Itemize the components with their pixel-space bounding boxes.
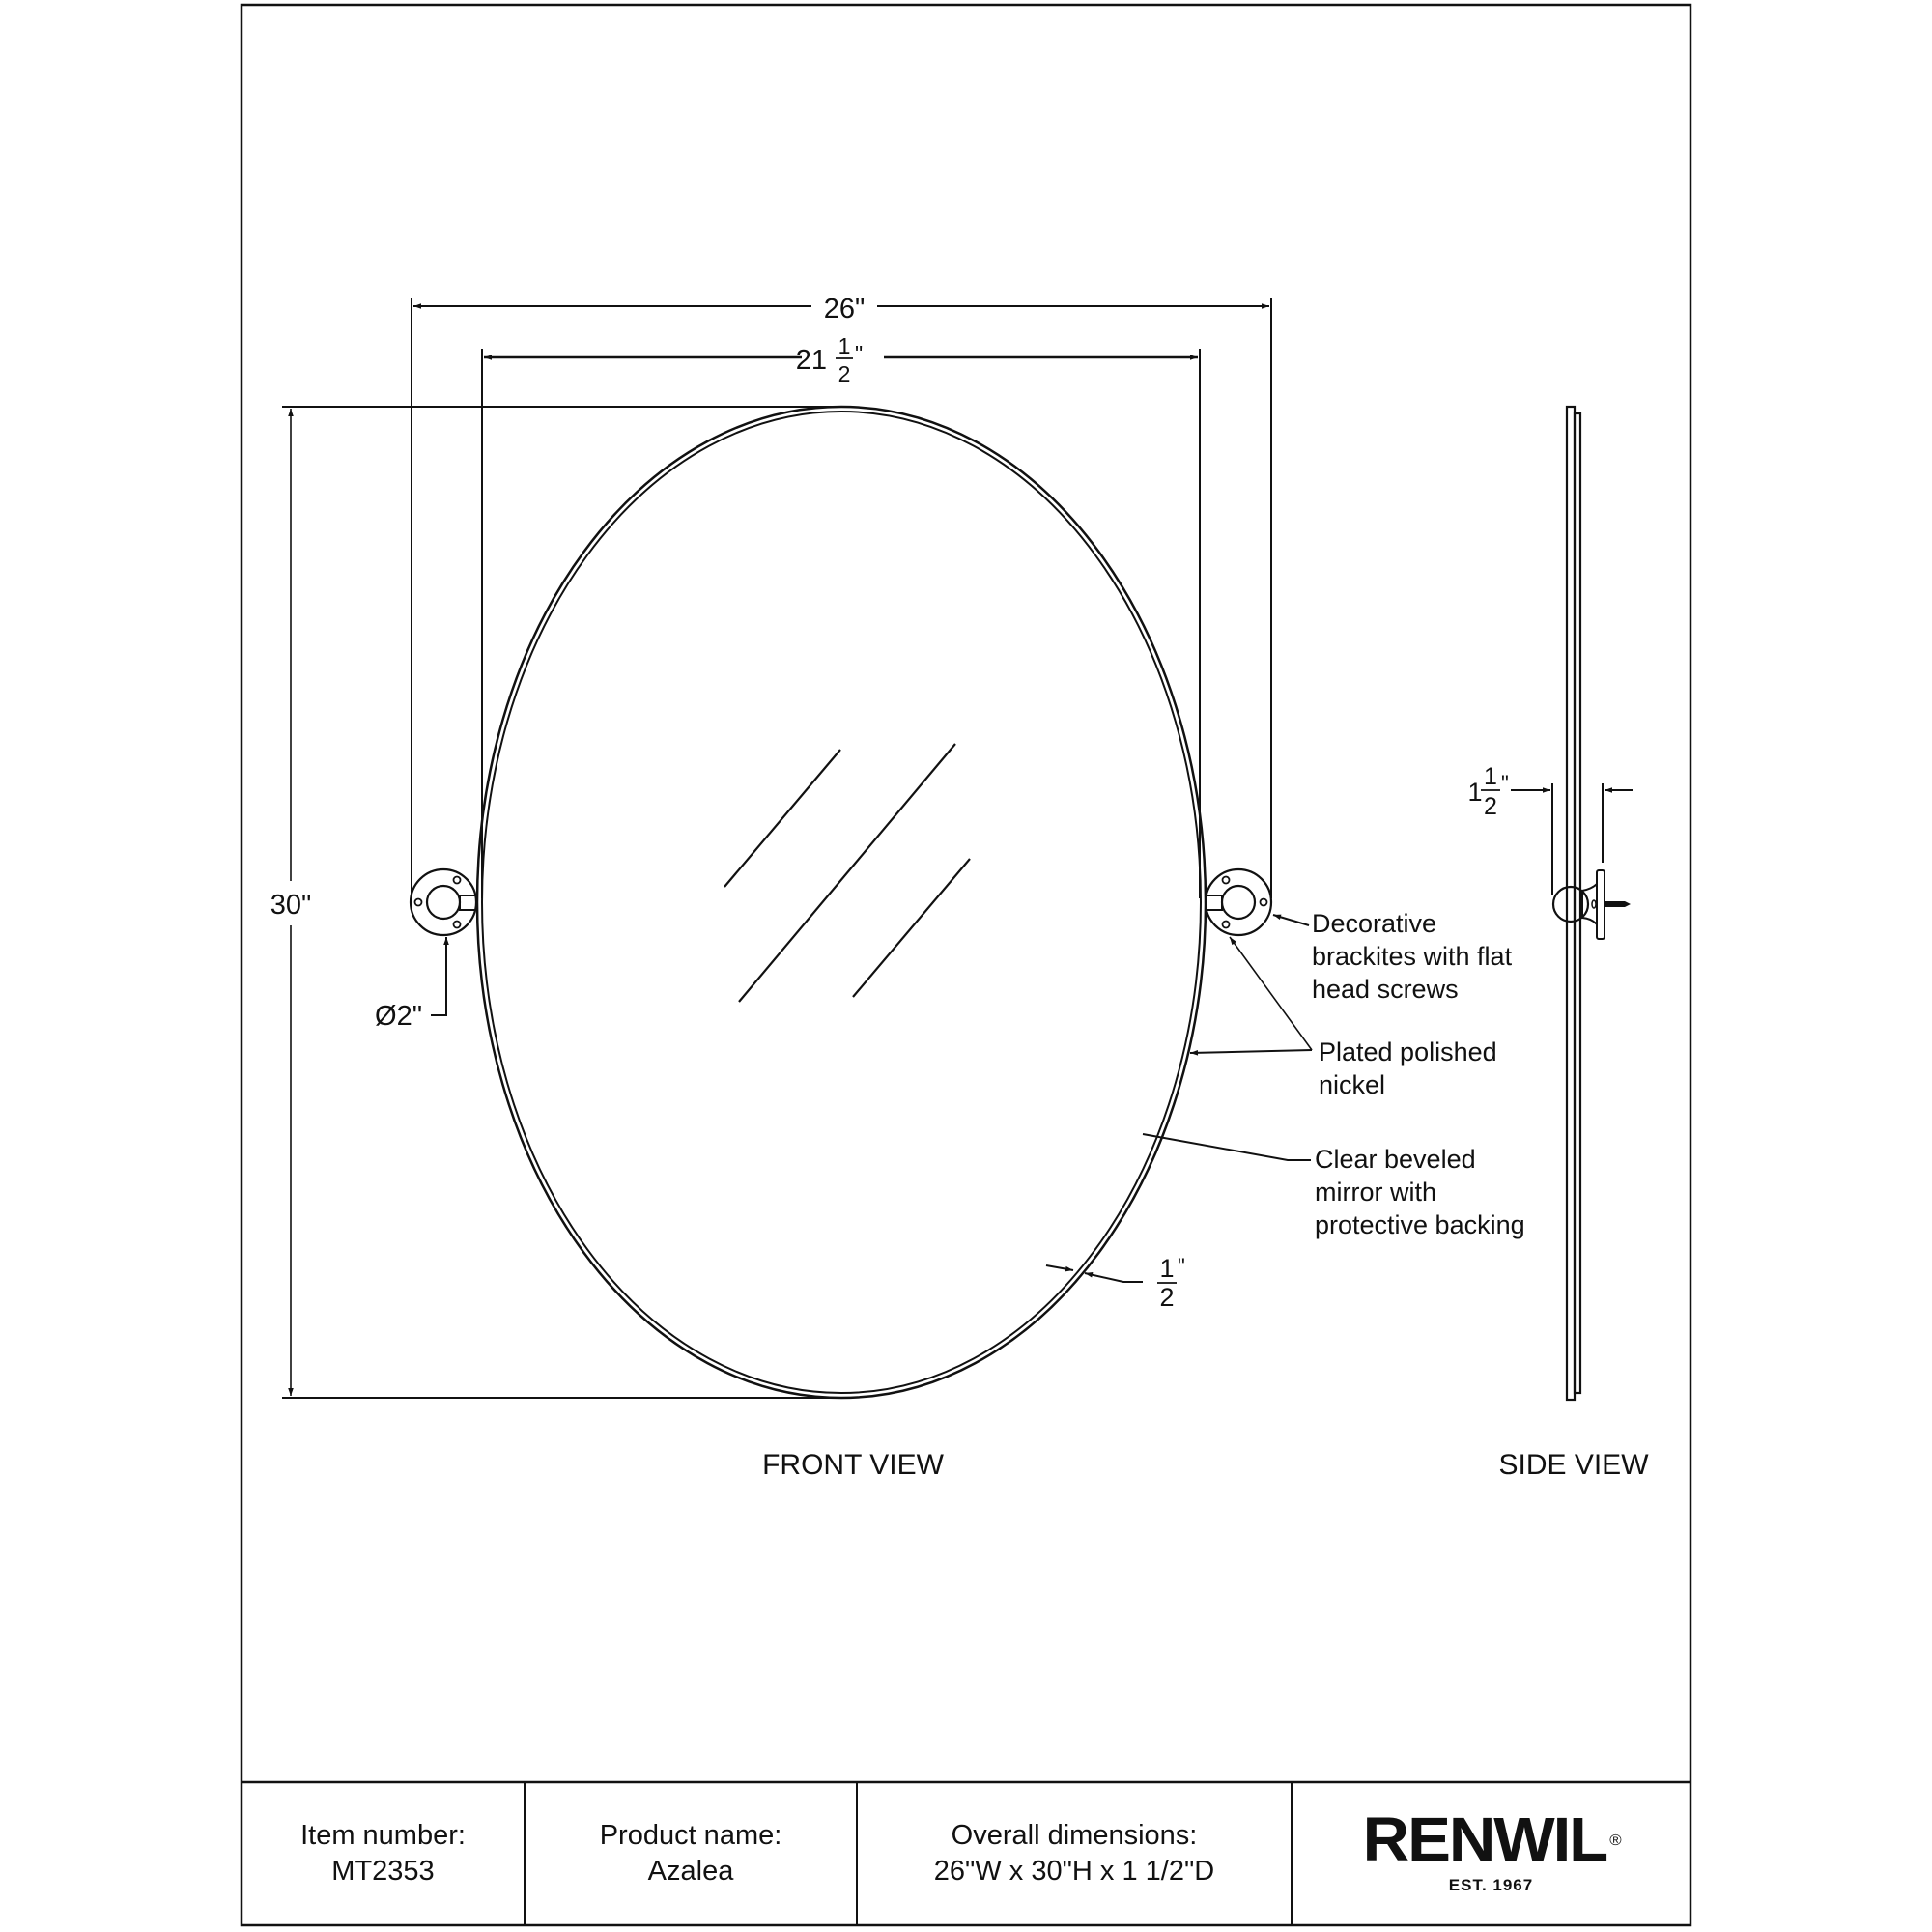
dim-label-21-den: 2 — [838, 361, 851, 386]
callout-mirror — [1143, 1134, 1525, 1239]
side-view-label: SIDE VIEW — [1498, 1449, 1649, 1481]
dim-label-21-num: 1 — [838, 333, 851, 358]
dim-label-frame-inch: " — [1178, 1254, 1185, 1278]
side-bracket-neck — [1582, 884, 1597, 924]
title-block-product-name — [525, 1782, 857, 1925]
screw-icon — [1605, 901, 1631, 907]
side-mirror-outer — [1567, 407, 1575, 1400]
product-name-value: Azalea — [647, 1856, 734, 1887]
callout-brackets-line-2: brackites with flat — [1312, 942, 1513, 971]
dimensions-label: Overall dimensions: — [951, 1820, 1198, 1851]
brand-logo — [1362, 1804, 1620, 1874]
dim-label-depth-num: 1 — [1484, 763, 1497, 790]
dimension-bracket-diameter — [375, 937, 446, 1032]
dim-label-diameter: Ø2" — [375, 1001, 422, 1032]
callout-mirror-line-3: protective backing — [1315, 1210, 1525, 1239]
title-block-brand — [1292, 1782, 1690, 1925]
mirror-glare-line-1 — [724, 750, 840, 887]
callout-finish-line-1: Plated polished — [1319, 1037, 1497, 1066]
dimension-depth — [1467, 763, 1633, 895]
dimension-height — [270, 407, 840, 1398]
callout-brackets-line-1: Decorative — [1312, 909, 1437, 938]
right-bracket — [1206, 869, 1271, 935]
item-number-label: Item number: — [300, 1820, 466, 1851]
dim-label-26: 26" — [823, 294, 866, 325]
front-view — [270, 294, 1525, 1481]
brand-name: RENWIL — [1362, 1804, 1606, 1874]
dim-label-depth-whole: 1 — [1467, 778, 1483, 807]
callout-finish-line-2: nickel — [1319, 1070, 1386, 1099]
callout-mirror-line-2: mirror with — [1315, 1178, 1436, 1207]
dimension-inner-width — [482, 333, 1200, 898]
mirror-glare-line-2 — [739, 744, 955, 1002]
mirror-glare-line-3 — [853, 859, 970, 997]
title-block-dimensions — [857, 1782, 1292, 1925]
callout-mirror-line-1: Clear beveled — [1315, 1145, 1476, 1174]
registered-mark-icon: ® — [1609, 1833, 1620, 1849]
brand-tagline: EST. 1967 — [1448, 1876, 1534, 1894]
dim-label-30: 30" — [270, 890, 312, 921]
callout-brackets-line-3: head screws — [1312, 975, 1459, 1004]
dim-label-depth-inch: " — [1501, 771, 1509, 795]
mirror-frame-inner — [482, 412, 1201, 1393]
product-name-label: Product name: — [599, 1820, 782, 1851]
dimensions-value: 26"W x 30"H x 1 1/2"D — [933, 1856, 1215, 1887]
dim-label-frame-den: 2 — [1159, 1283, 1175, 1312]
dim-label-21-inch: " — [855, 341, 864, 366]
front-view-label: FRONT VIEW — [762, 1449, 944, 1481]
side-mirror-backing — [1575, 413, 1580, 1393]
dim-label-depth-den: 2 — [1484, 793, 1497, 820]
callout-brackets — [1273, 909, 1513, 1004]
title-block-item-number — [242, 1782, 525, 1925]
dim-label-frame-num: 1 — [1159, 1254, 1175, 1283]
dim-label-21-whole: 21 — [795, 345, 827, 376]
item-number-value: MT2353 — [331, 1856, 435, 1887]
left-bracket — [411, 869, 476, 935]
side-bracket-plate — [1597, 870, 1605, 939]
